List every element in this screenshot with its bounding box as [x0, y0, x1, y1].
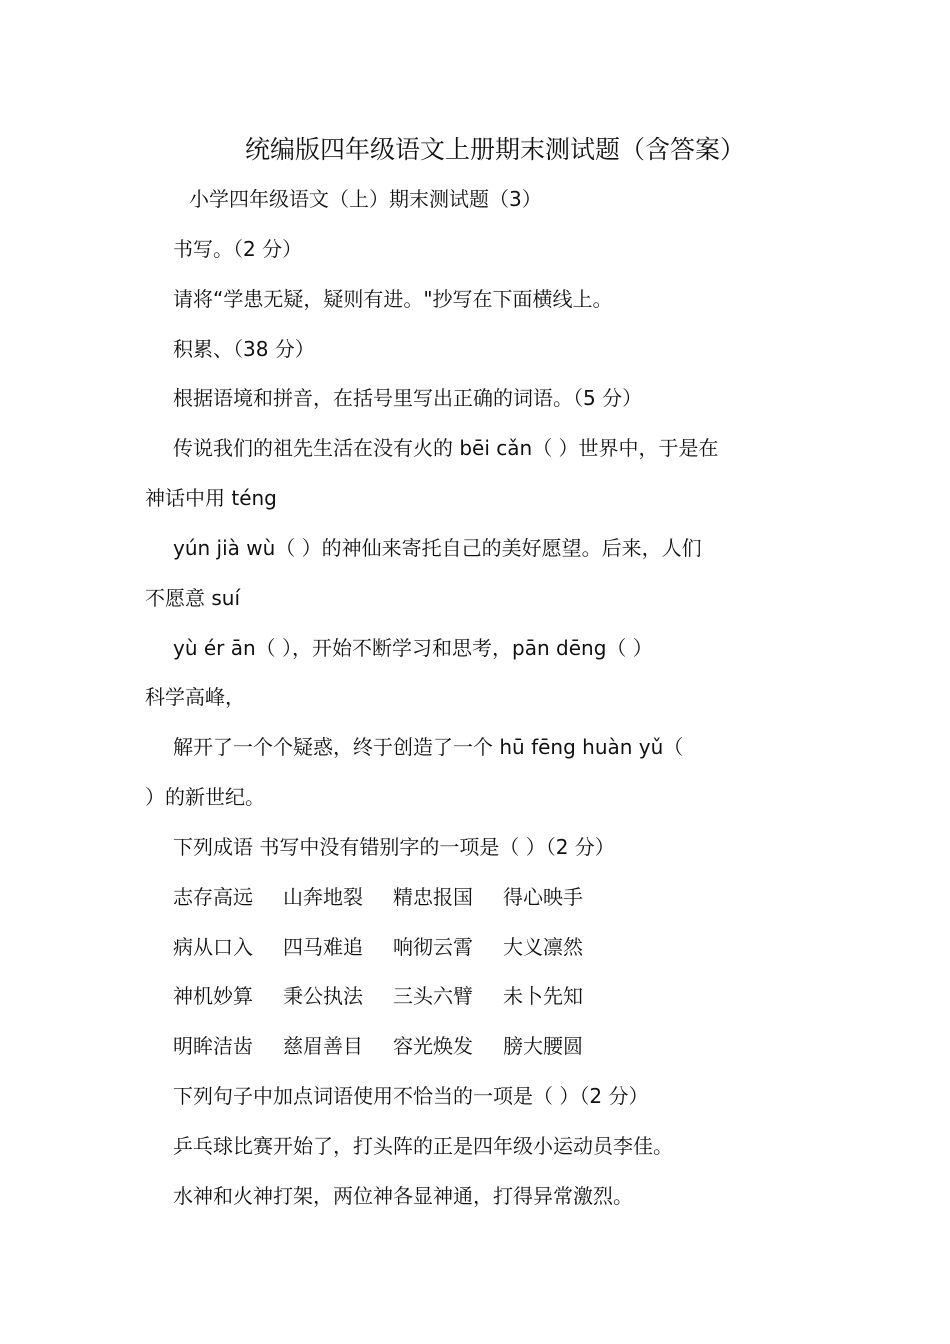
idiom-option: 容光焕发 — [393, 1034, 473, 1058]
idiom-option: 慈眉善目 — [283, 1034, 363, 1058]
idiom-row — [173, 932, 613, 962]
subtitle: 小学四年级语文（上）期末测试题（3） — [189, 187, 542, 211]
text-line: 书写。（2 分） — [173, 237, 303, 261]
idiom-option: 大义凛然 — [503, 935, 583, 959]
idiom-option: 明眸洁齿 — [173, 1034, 253, 1058]
idiom-option: 志存高远 — [173, 885, 253, 909]
document-title: 统编版四年级语文上册期末测试题（含答案） — [244, 135, 745, 164]
idiom-row — [173, 882, 613, 912]
question-line: 下列句子中加点词语使用不恰当的一项是（ ）（2 分） — [173, 1084, 649, 1108]
question-line: 下列成语 书写中没有错别字的一项是（ ）（2 分） — [173, 835, 615, 859]
idiom-option: 山奔地裂 — [283, 885, 363, 909]
idiom-option: 神机妙算 — [173, 984, 253, 1008]
text-line: 请将“学患无疑，疑则有进。"抄写在下面横线上。 — [173, 287, 613, 311]
idiom-option: 膀大腰圆 — [503, 1034, 583, 1058]
idiom-option: 得心映手 — [503, 885, 583, 909]
idiom-option: 三头六臂 — [393, 984, 473, 1008]
text-line: yún jià wù（ ）的神仙来寄托自己的美好愿望。后来，人们 — [173, 536, 702, 560]
idiom-option: 未卜先知 — [503, 984, 583, 1008]
idiom-row — [173, 1031, 613, 1061]
text-line: 水神和火神打架，两位神各显神通，打得异常激烈。 — [173, 1184, 633, 1208]
text-line: 积累、（38 分） — [173, 337, 315, 361]
text-line: 科学高峰， — [145, 685, 245, 709]
text-line: 根据语境和拼音，在括号里写出正确的词语。（5 分） — [173, 386, 643, 410]
idiom-option: 精忠报国 — [393, 885, 473, 909]
text-line: 不愿意 suí — [145, 586, 241, 610]
idiom-row — [173, 981, 613, 1011]
text-line: 解开了一个个疑惑，终于创造了一个 hū fēng huàn yǔ（ — [173, 735, 684, 759]
text-line: 传说我们的祖先生活在没有火的 bēi cǎn（ ）世界中，于是在 — [173, 436, 719, 460]
idiom-option: 秉公执法 — [283, 984, 363, 1008]
text-line: yù ér ān（ ），开始不断学习和思考，pān dēng（ ） — [173, 636, 653, 660]
text-line: ）的新世纪。 — [145, 785, 265, 809]
text-line: 神话中用 téng — [145, 486, 277, 510]
idiom-option: 响彻云霄 — [393, 935, 473, 959]
idiom-option: 病从口入 — [173, 935, 253, 959]
text-line: 乒乓球比赛开始了，打头阵的正是四年级小运动员李佳。 — [173, 1134, 673, 1158]
idiom-option: 四马难追 — [283, 935, 363, 959]
